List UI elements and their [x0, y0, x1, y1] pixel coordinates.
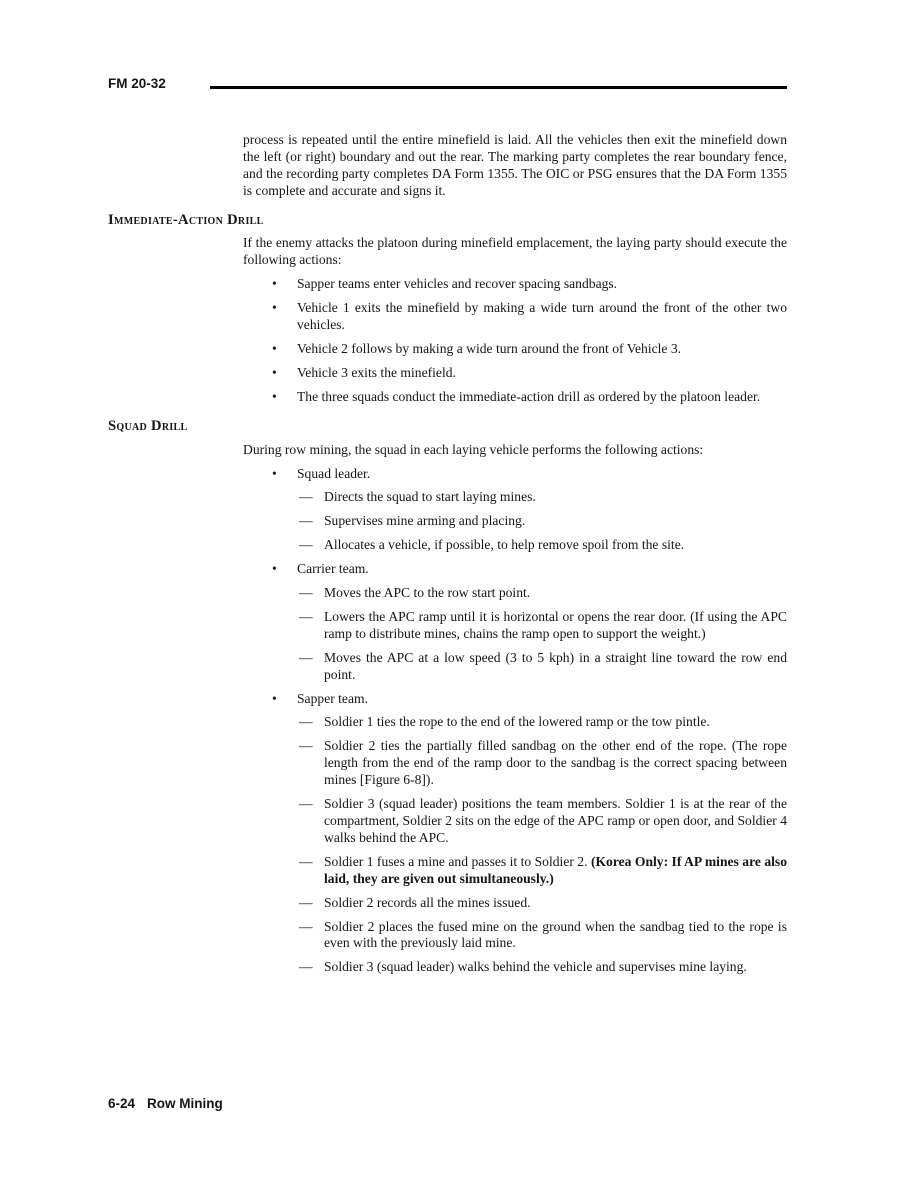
- list-item-text: Directs the squad to start laying mines.: [324, 489, 536, 505]
- list-item-text: Soldier 2 ties the partially filled sandbag on the other end of the rope. (The rope length from the end of the ramp door to the sandbag is the correct spacing between mines [Figure 6-8]).: [324, 738, 787, 788]
- list-item-text: Soldier 2 records all the mines issued.: [324, 894, 531, 910]
- bullet-icon: •: [272, 561, 277, 577]
- list-item-text: Supervises mine arming and placing.: [324, 513, 526, 529]
- bullet-icon: •: [272, 300, 277, 316]
- dash-icon: —: [299, 918, 313, 934]
- sub-list-item: [243, 714, 787, 731]
- dash-icon: —: [299, 714, 313, 730]
- intro-paragraph: process is repeated until the entire minefield is laid. All the vehicles then exit the minefield down the left (or right) boundary and out the rear. The marking party completes the rear boundary fence, and the recording party completes DA Form 1355. The OIC or PSG ensures that the DA Form 1355 is complete and accurate and signs it.: [243, 131, 787, 198]
- section-heading-squad-drill: Squad Drill: [108, 417, 188, 434]
- list-item-text: The three squads conduct the immediate-action drill as ordered by the platoon leader.: [297, 388, 761, 404]
- list-item-text: Sapper team.: [297, 690, 368, 706]
- dash-icon: —: [299, 959, 313, 975]
- page-footer: [108, 1096, 223, 1113]
- list-item-text: Sapper teams enter vehicles and recover spacing sandbags.: [297, 276, 618, 292]
- bullet-list-item: [243, 691, 787, 708]
- korea-only-note: (Korea Only: If AP mines are also laid, they are given out simultaneously.): [324, 853, 787, 886]
- sub-list-item: [243, 513, 787, 530]
- bullet-list-item: [243, 276, 787, 293]
- page-number: 6-24: [108, 1096, 136, 1111]
- bullet-list-item: [243, 341, 787, 358]
- dash-icon: —: [299, 489, 313, 505]
- bullet-icon: •: [272, 465, 277, 481]
- bullet-icon: •: [272, 388, 277, 404]
- bullet-list-item: [243, 365, 787, 382]
- dash-icon: —: [299, 894, 313, 910]
- list-item-text: Soldier 3 (squad leader) walks behind the vehicle and supervises mine laying.: [324, 959, 747, 975]
- list-item-text: Moves the APC at a low speed (3 to 5 kph) in a straight line toward the row end point.: [324, 649, 787, 682]
- section-intro: During row mining, the squad in each laying vehicle performs the following actions:: [243, 441, 704, 457]
- page-header: [108, 76, 787, 93]
- sub-list-item: [243, 537, 787, 554]
- dash-icon: —: [299, 738, 313, 754]
- dash-icon: —: [299, 649, 313, 665]
- sub-list-item: [243, 489, 787, 506]
- dash-icon: —: [299, 796, 313, 812]
- sub-list-item: [243, 585, 787, 602]
- bullet-list-item: [243, 561, 787, 578]
- sub-list-item: [243, 609, 787, 643]
- list-item-text: Lowers the APC ramp until it is horizontal or opens the rear door. (If using the APC ramp to distribute mines, chains the ramp open to support the weight.): [324, 608, 787, 641]
- section-intro: If the enemy attacks the platoon during minefield emplacement, the laying party should execute the following actions:: [243, 235, 787, 268]
- list-item-text: [324, 854, 787, 888]
- bullet-list-item: [243, 300, 787, 334]
- list-item-text: Vehicle 3 exits the minefield.: [297, 364, 456, 380]
- section-squad-drill: [243, 442, 787, 977]
- footer-label: Row Mining: [147, 1096, 223, 1111]
- sub-list-item: [243, 959, 787, 976]
- header-rule: [210, 86, 787, 89]
- sub-list-item: [243, 650, 787, 684]
- dash-icon: —: [299, 513, 313, 529]
- sub-list-item: [243, 919, 787, 953]
- list-item-text: Moves the APC to the row start point.: [324, 585, 531, 601]
- dash-icon: —: [299, 585, 313, 601]
- dash-icon: —: [299, 608, 313, 624]
- list-item-text: Soldier 2 places the fused mine on the ground when the sandbag tied to the rope is even with the previously laid mine.: [324, 918, 787, 951]
- bullet-list-item: [243, 466, 787, 483]
- bullet-icon: •: [272, 276, 277, 292]
- list-item-text: Soldier 3 (squad leader) positions the team members. Soldier 1 is at the rear of the compartment, Soldier 2 sits on the edge of the APC ramp or open door, and Soldier 4 walks behind the APC.: [324, 796, 787, 845]
- sub-list-item: [243, 854, 787, 888]
- bullet-list-item: [243, 389, 787, 406]
- sub-list-item: [243, 895, 787, 912]
- doc-id: FM 20-32: [108, 76, 166, 91]
- list-item-text: Squad leader.: [297, 465, 371, 481]
- list-item-text: Vehicle 1 exits the minefield by making a wide turn around the front of the other two vehicles.: [297, 300, 787, 333]
- bullet-icon: •: [272, 690, 277, 706]
- list-item-text-lead: Soldier 1 fuses a mine and passes it to Soldier 2.: [324, 853, 591, 869]
- list-item-text: Carrier team.: [297, 561, 369, 577]
- intro-block: [243, 132, 787, 200]
- section-heading-immediate-action-drill: Immediate-Action Drill: [108, 211, 264, 228]
- list-item-text: Soldier 1 ties the rope to the end of the lowered ramp or the tow pintle.: [324, 714, 710, 730]
- dash-icon: —: [299, 537, 313, 553]
- list-item-text: Vehicle 2 follows by making a wide turn around the front of Vehicle 3.: [297, 340, 682, 356]
- sub-list-item: [243, 738, 787, 789]
- bullet-icon: •: [272, 340, 277, 356]
- list-item-text: Allocates a vehicle, if possible, to help remove spoil from the site.: [324, 537, 685, 553]
- bullet-icon: •: [272, 364, 277, 380]
- sub-list-item: [243, 796, 787, 847]
- dash-icon: —: [299, 853, 313, 869]
- section-immediate-action-drill: [243, 235, 787, 405]
